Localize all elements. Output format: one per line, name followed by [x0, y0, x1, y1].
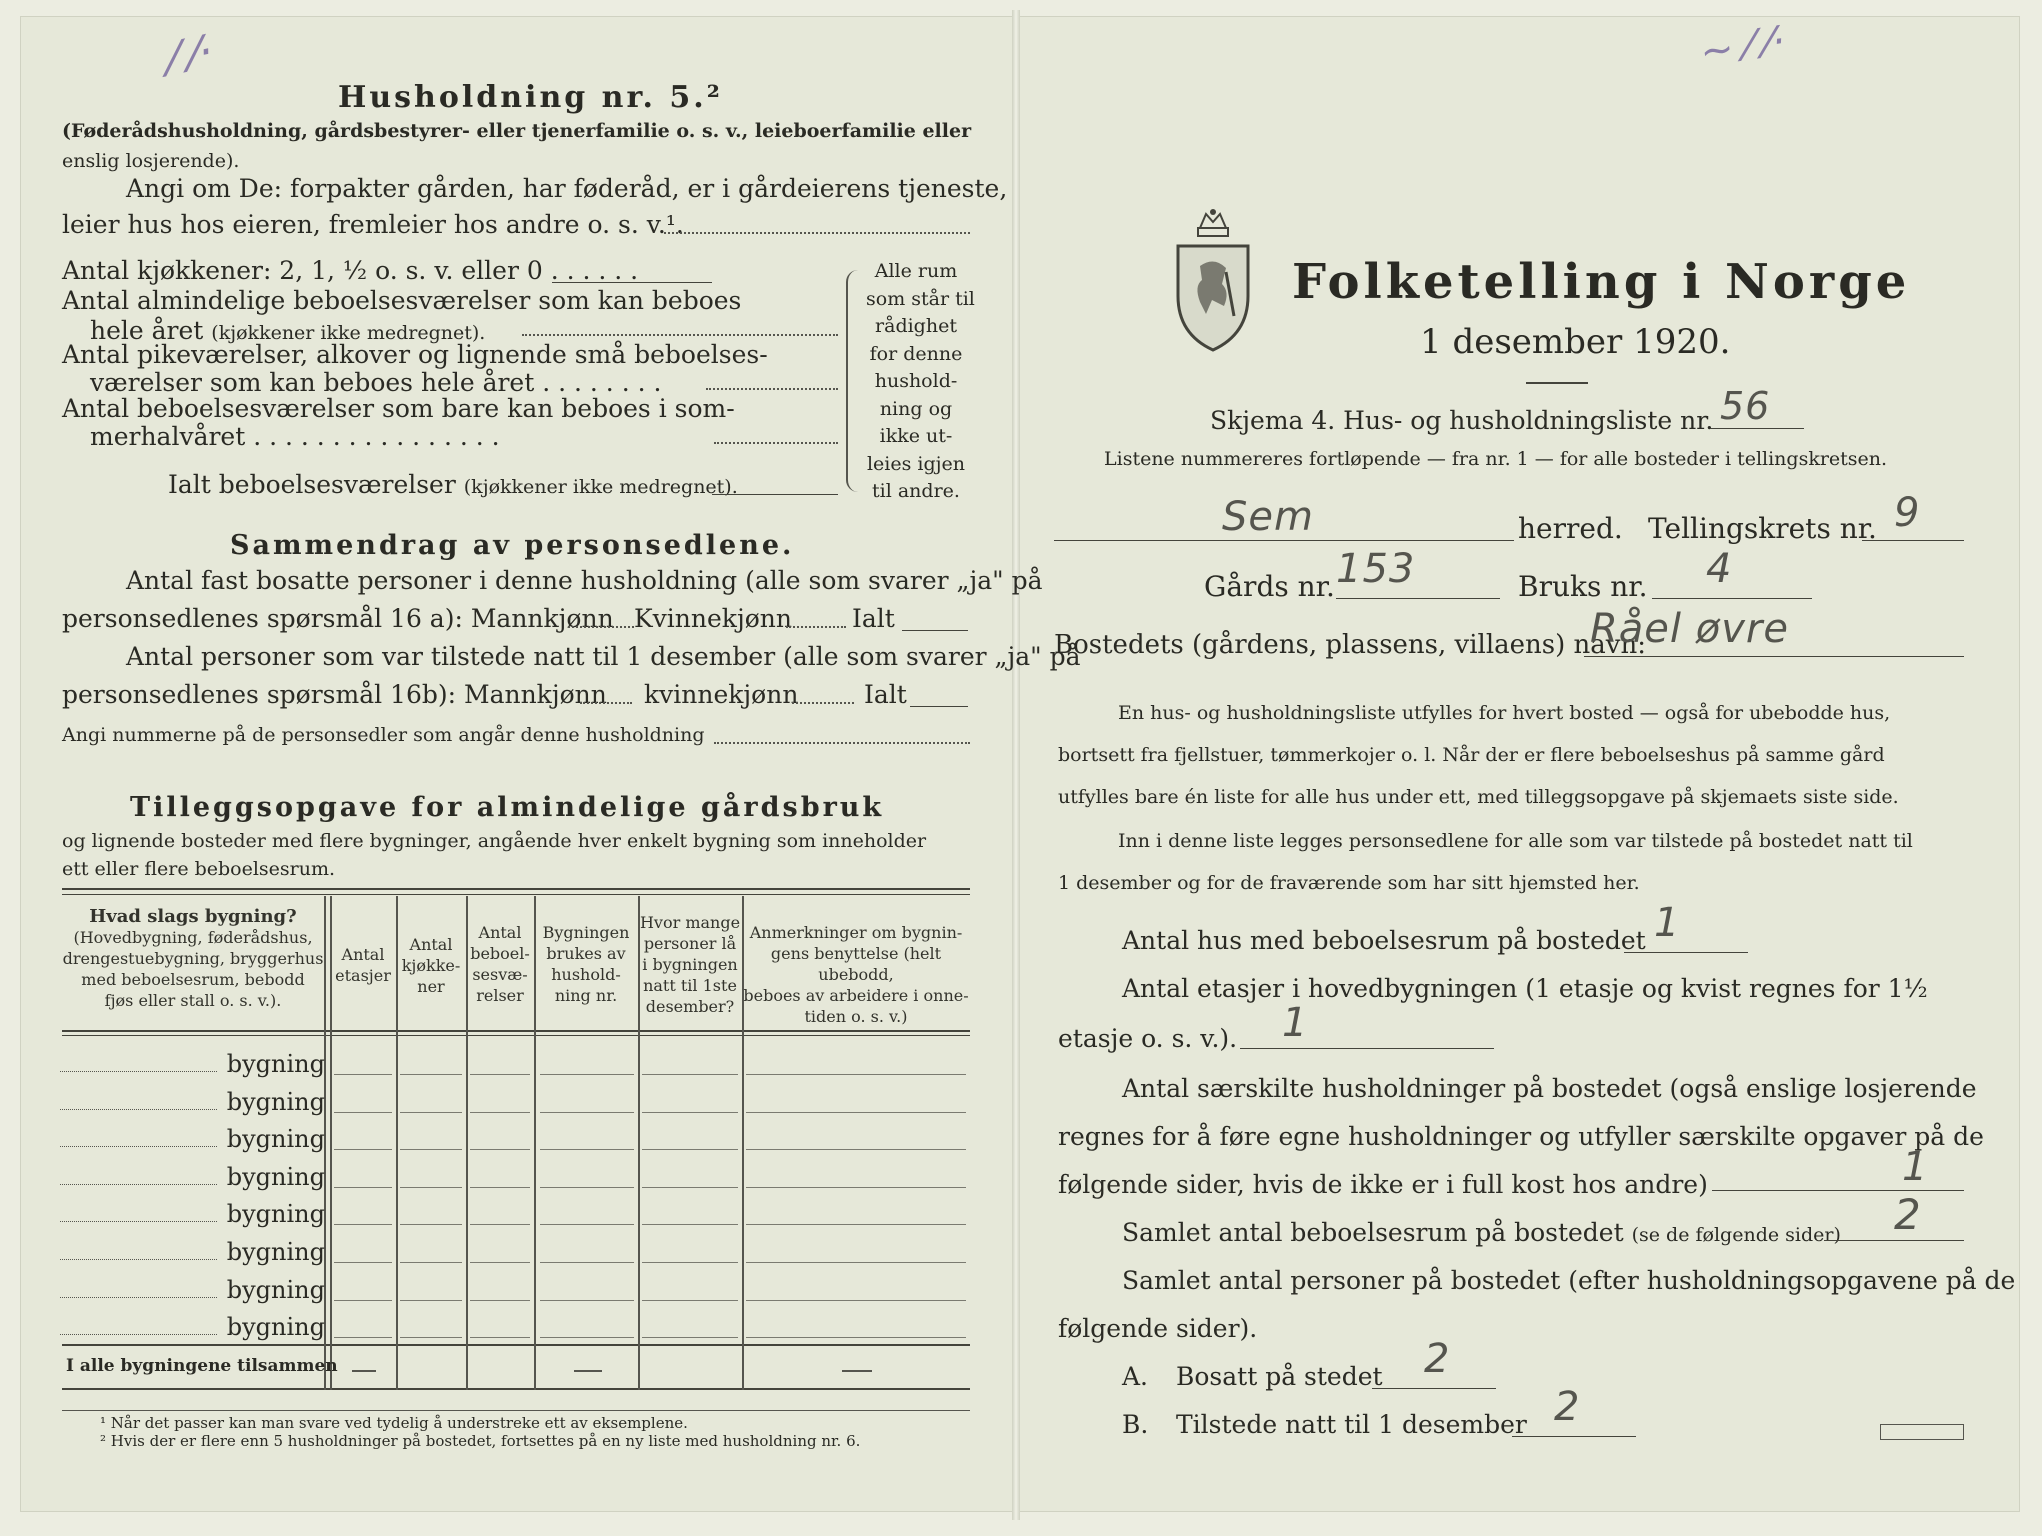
b-label: B. — [1122, 1410, 1149, 1439]
table-header-household-nr — [534, 922, 638, 1006]
numbering-note: Listene nummereres fortløpende — fra nr. 1 — for alle bosteder i tellingskretsen. — [1104, 448, 1888, 470]
bruks-value: 4 — [1706, 546, 1733, 592]
schema-nr-value: 56 — [1720, 384, 1771, 428]
building-row-leader — [60, 1259, 217, 1260]
table-header-rooms — [466, 922, 534, 1006]
herred-label: herred. — [1518, 512, 1623, 545]
building-row-leader — [60, 1184, 217, 1185]
building-row-leader — [60, 1334, 217, 1335]
building-row-label: bygning — [226, 1238, 325, 1266]
header-text: relser — [476, 986, 524, 1005]
angi-answer-line — [664, 232, 970, 234]
q-hus-line — [1624, 952, 1748, 953]
building-row-cell — [470, 1224, 530, 1225]
building-row-cell — [470, 1074, 530, 1075]
table-header-building-type — [62, 906, 324, 1011]
building-row-label: bygning — [226, 1162, 325, 1191]
resident-male-answer — [568, 626, 634, 628]
building-row-cell — [746, 1187, 966, 1188]
q-etasjer-line-1: Antal etasjer i hovedbygningen (1 etasje og kvist regnes for 1½ — [1122, 974, 1928, 1003]
b-value: 2 — [1554, 1384, 1581, 1430]
summary-numbers-answer — [714, 742, 970, 744]
supplement-line-2: ett eller flere beboelsesrum. — [62, 858, 336, 880]
q-pers-line-2: følgende sider). — [1058, 1314, 1258, 1343]
schema-label: Skjema 4. Hus- og husholdningsliste nr. — [1210, 406, 1714, 435]
a-value: 2 — [1424, 1336, 1451, 1382]
header-text: Antal — [341, 945, 385, 964]
rooms-regular-label: Antal almindelige beboelsesværelser som kan beboes — [62, 286, 742, 315]
building-row-leader — [60, 1221, 217, 1222]
building-row-cell — [470, 1149, 530, 1150]
building-row — [60, 1307, 325, 1343]
q-hush-value: 1 — [1902, 1144, 1929, 1190]
bosted-line — [1584, 656, 1964, 657]
footnote-2: ² Hvis der er flere enn 5 husholdninger på bostedet, fortsettes på en ny liste med husholdning nr. 6. — [100, 1432, 861, 1450]
q-etasjer-line — [1240, 1048, 1494, 1049]
header-text: sesvæ- — [472, 965, 528, 984]
kitchen-answer-line — [552, 282, 712, 283]
tellingskrets-line — [1862, 540, 1964, 541]
title-separator — [1526, 382, 1588, 384]
building-row-cell — [334, 1224, 392, 1225]
header-text: tiden o. s. v.) — [804, 1007, 908, 1026]
building-row-cell — [746, 1300, 966, 1301]
summary-present-line-1: Antal personer som var tilstede natt til 1 desember (alle som svarer „ja" på — [126, 642, 1081, 671]
building-row-cell — [540, 1224, 634, 1225]
household-intro-2: enslig losjerende). — [62, 150, 240, 172]
q-rum-label — [1122, 1218, 1841, 1247]
header-text: Hvad slags bygning? — [89, 906, 297, 927]
b-text: Tilstede natt til 1 desember — [1176, 1410, 1527, 1439]
rooms-small-answer — [706, 388, 838, 390]
instruction-line-2: bortsett fra fjellstuer, tømmerkojer o. l. Når der er flere beboelseshus på samme gård — [1058, 744, 1885, 766]
q-hush-line — [1712, 1190, 1964, 1191]
building-row-cell — [642, 1300, 738, 1301]
footnote-rule — [62, 1410, 970, 1411]
bruks-label: Bruks nr. — [1518, 570, 1648, 603]
present-total-label: Ialt — [864, 680, 907, 709]
instruction-line-1: En hus- og husholdningsliste utfylles for hvert bosted — også for ubebodde hus, — [1118, 702, 1891, 724]
q-rum-line — [1824, 1240, 1964, 1241]
header-text: personer lå — [643, 934, 737, 953]
building-row-label: bygning — [226, 1200, 325, 1229]
rooms-total-label — [168, 470, 738, 499]
q-hus-value: 1 — [1654, 900, 1681, 946]
building-row-cell — [540, 1300, 634, 1301]
q-hush-line-3: følgende sider, hvis de ikke er i full kost hos andre) — [1058, 1170, 1708, 1199]
resident-female-answer — [786, 626, 846, 628]
footnote-1: ¹ Når det passer kan man svare ved tydelig å understreke ett av eksemplene. — [100, 1414, 688, 1432]
header-text: gens benyttelse (helt ubebodd, — [770, 944, 942, 984]
side-note-line: ning og — [879, 397, 953, 420]
building-row-cell — [400, 1262, 462, 1263]
building-row-cell — [540, 1074, 634, 1075]
side-note-line: for denne — [869, 342, 963, 365]
table-top-rule — [62, 888, 970, 890]
building-row-cell — [642, 1337, 738, 1338]
present-female-label: kvinnekjønn — [644, 680, 799, 709]
header-text: beboel- — [470, 944, 530, 963]
gards-value: 153 — [1336, 546, 1416, 592]
building-row — [60, 1194, 325, 1230]
tellingskrets-label: Tellingskrets nr. — [1648, 512, 1877, 545]
q-etasjer-line-2: etasje o. s. v.). — [1058, 1024, 1238, 1053]
rooms-summer-label: Antal beboelsesværelser som bare kan beboes i som- — [62, 394, 735, 423]
rooms-summer-answer — [714, 442, 838, 444]
household-intro: (Føderådshusholdning, gårdsbestyrer- eller tjenerfamilie o. s. v., leieboerfamilie eller — [62, 120, 972, 142]
bruks-line — [1652, 598, 1812, 599]
building-row-cell — [540, 1149, 634, 1150]
table-bottom-rule — [62, 1388, 970, 1390]
header-text: i bygningen — [642, 955, 738, 974]
gards-line — [1336, 598, 1500, 599]
rooms-small-label-2: værelser som kan beboes hele året . . . . . . . . — [90, 368, 662, 397]
header-text: desember? — [645, 997, 735, 1016]
building-row-cell — [334, 1112, 392, 1113]
rooms-total-answer — [712, 494, 838, 495]
total-remarks-dash — [842, 1370, 872, 1372]
building-row-cell — [470, 1300, 530, 1301]
side-note — [866, 258, 975, 506]
building-row-cell — [540, 1112, 634, 1113]
building-row — [60, 1232, 325, 1268]
table-header-kitchens — [396, 934, 466, 997]
table-top-rule-2 — [62, 894, 970, 895]
building-row-label: bygning — [226, 1313, 325, 1342]
supplement-title: Tilleggsopgave for almindelige gårdsbruk — [130, 792, 885, 823]
building-row-cell — [746, 1149, 966, 1150]
side-note-line: leies igjen — [866, 452, 966, 475]
resident-total-label: Ialt — [852, 604, 895, 633]
side-note-line: ikke ut- — [879, 425, 953, 447]
q-hush-line-2: regnes for å føre egne husholdninger og utfyller særskilte opgaver på de — [1058, 1122, 1984, 1151]
building-row-label: bygning — [226, 1087, 325, 1116]
building-row-label: bygning — [226, 1275, 325, 1304]
present-male-answer — [580, 702, 632, 704]
pencil-mark: ~ ⁄ ⁄· — [1697, 18, 1788, 76]
header-text: kjøkke- — [401, 956, 461, 975]
present-total-answer — [910, 706, 968, 707]
summary-resident-line-2: personsedlenes spørsmål 16 a): Mannkjønn — [62, 604, 614, 633]
angi-line-2: leier hus hos eieren, fremleier hos andre o. s. v.¹. — [62, 210, 684, 239]
supplement-line-1: og lignende bosteder med flere bygninger, angående hver enkelt bygning som inneholder — [62, 830, 927, 852]
building-row-leader — [60, 1297, 217, 1298]
instruction-line-3: utfylles bare én liste for alle hus under ett, med tilleggsopgave på skjemaets siste side. — [1058, 786, 1899, 808]
bosted-label: Bostedets (gårdens, plassens, villaens) navn: — [1054, 630, 1646, 660]
schema-nr-line — [1710, 428, 1804, 429]
building-row-cell — [334, 1262, 392, 1263]
building-row-cell — [642, 1149, 738, 1150]
building-row-cell — [400, 1187, 462, 1188]
coat-of-arms-icon — [1170, 206, 1256, 354]
herred-value: Sem — [1222, 494, 1314, 540]
rooms-regular-small: (kjøkkener ikke medregnet). — [211, 322, 486, 344]
q-pers-line-1: Samlet antal personer på bostedet (efter husholdningsopgavene på de — [1122, 1266, 2016, 1295]
building-row-cell — [642, 1262, 738, 1263]
census-date: 1 desember 1920. — [1420, 322, 1731, 362]
building-row-cell — [746, 1224, 966, 1225]
building-row-cell — [642, 1224, 738, 1225]
header-text: Anmerkninger om bygnin- — [749, 923, 963, 942]
a-text: Bosatt på stedet — [1176, 1362, 1383, 1391]
present-female-answer — [792, 702, 854, 704]
rooms-regular-text: hele året — [90, 316, 204, 345]
building-row — [60, 1082, 325, 1118]
a-label: A. — [1122, 1362, 1149, 1391]
brace — [846, 270, 858, 492]
table-total-rule — [62, 1344, 970, 1346]
side-note-line: rådighet — [875, 315, 957, 337]
census-title: Folketelling i Norge — [1292, 254, 1911, 310]
summary-present-line-2: personsedlenes spørsmål 16b): Mannkjønn — [62, 680, 607, 709]
building-row-label: bygning — [226, 1125, 325, 1154]
building-row-cell — [400, 1149, 462, 1150]
table-header-rule-2 — [62, 1035, 970, 1036]
header-text: beboes av arbeidere i onne- — [743, 986, 969, 1005]
building-row-cell — [400, 1112, 462, 1113]
side-note-line: hushold- — [874, 370, 958, 392]
rooms-summer-label-2: merhalvåret . . . . . . . . . . . . . . . . — [90, 422, 500, 451]
table-header-floors — [330, 944, 396, 986]
header-text: Bygningen — [542, 923, 630, 942]
building-row-cell — [400, 1074, 462, 1075]
q-rum-small: (se de følgende sider) — [1631, 1224, 1841, 1246]
pencil-mark: ⁄ ⁄· — [165, 26, 218, 85]
building-row-label: bygning — [226, 1050, 325, 1078]
summary-numbers-label: Angi nummerne på de personsedler som angår denne husholdning — [62, 724, 705, 746]
header-text: Hvor mange — [639, 913, 741, 932]
header-text: drengestuebygning, bryggerhus — [62, 949, 324, 968]
header-text: ner — [417, 977, 445, 996]
header-text: med beboelsesrum, bebodd — [81, 970, 305, 989]
building-row-cell — [470, 1262, 530, 1263]
header-text: brukes av — [546, 944, 626, 963]
header-text: ning nr. — [554, 986, 618, 1005]
building-row-cell — [334, 1149, 392, 1150]
building-row-cell — [642, 1074, 738, 1075]
resident-female-label: Kvinnekjønn — [634, 604, 792, 633]
building-row-cell — [334, 1074, 392, 1075]
printer-stamp — [1880, 1424, 1964, 1440]
header-text: Antal — [409, 935, 453, 954]
total-household-dash — [574, 1370, 602, 1372]
header-text: Antal — [478, 923, 522, 942]
building-row-cell — [642, 1187, 738, 1188]
q-hus-label: Antal hus med beboelsesrum på bostedet — [1122, 926, 1646, 955]
instruction-line-5: 1 desember og for de fraværende som har sitt hjemsted her. — [1058, 872, 1640, 894]
rooms-small-label: Antal pikeværelser, alkover og lignende små beboelses- — [62, 340, 768, 369]
rooms-total-small: (kjøkkener ikke medregnet). — [463, 476, 738, 498]
household-title: Husholdning nr. 5.² — [338, 80, 723, 115]
herred-line — [1054, 540, 1514, 541]
angi-line-1: Angi om De: forpakter gården, har føderåd, er i gårdeierens tjeneste, — [126, 174, 1008, 203]
table-header-rule — [62, 1030, 970, 1032]
building-row-cell — [400, 1337, 462, 1338]
q-rum-value: 2 — [1894, 1190, 1922, 1239]
tellingskrets-value: 9 — [1894, 490, 1921, 536]
header-text: (Hovedbygning, føderådshus, — [73, 928, 313, 947]
side-note-line: til andre. — [872, 480, 960, 502]
building-row-cell — [746, 1112, 966, 1113]
building-row-cell — [746, 1262, 966, 1263]
building-row-leader — [60, 1109, 217, 1110]
building-row-cell — [334, 1337, 392, 1338]
summary-title: Sammendrag av personsedlene. — [230, 530, 795, 561]
header-text: fjøs eller stall o. s. v.). — [104, 991, 282, 1010]
rooms-total-text: Ialt beboelsesværelser — [168, 470, 456, 499]
a-line — [1372, 1388, 1496, 1389]
side-note-line: Alle rum — [874, 260, 958, 282]
instruction-line-4: Inn i denne liste legges personsedlene for alle som var tilstede på bostedet natt til — [1118, 830, 1913, 852]
table-header-persons — [638, 912, 742, 1017]
building-row-leader — [60, 1071, 217, 1072]
q-rum-text: Samlet antal beboelsesrum på bostedet — [1122, 1218, 1624, 1247]
q-etasjer-value: 1 — [1282, 1000, 1309, 1046]
total-floors-dash — [352, 1370, 376, 1372]
rooms-regular-answer — [522, 334, 838, 336]
bosted-value: Råel øvre — [1590, 606, 1789, 652]
header-text: etasjer — [335, 966, 391, 985]
building-row-cell — [642, 1112, 738, 1113]
building-row-cell — [400, 1224, 462, 1225]
building-row-cell — [400, 1300, 462, 1301]
gards-label: Gårds nr. — [1204, 570, 1335, 603]
table-header-remarks — [742, 922, 970, 1027]
table-total-label: I alle bygningene tilsammen — [66, 1356, 338, 1376]
side-note-line: som står til — [866, 287, 975, 310]
building-row — [60, 1157, 325, 1193]
building-row-cell — [334, 1300, 392, 1301]
building-row-cell — [470, 1187, 530, 1188]
summary-resident-line-1: Antal fast bosatte personer i denne husholdning (alle som svarer „ja" på — [126, 566, 1043, 595]
building-row-cell — [540, 1187, 634, 1188]
building-row-cell — [746, 1074, 966, 1075]
building-row-cell — [540, 1262, 634, 1263]
kitchen-count-label: Antal kjøkkener: 2, 1, ½ o. s. v. eller 0 . . . . . . — [62, 256, 639, 285]
building-row — [60, 1044, 325, 1080]
building-row-cell — [334, 1187, 392, 1188]
building-row-cell — [746, 1337, 966, 1338]
building-row-leader — [60, 1146, 217, 1147]
building-row — [60, 1119, 325, 1155]
building-row-cell — [470, 1112, 530, 1113]
page-fold — [1012, 10, 1020, 1520]
q-hush-line-1: Antal særskilte husholdninger på bostedet (også enslige losjerende — [1122, 1074, 1977, 1103]
header-text: natt til 1ste — [643, 976, 737, 995]
header-text: hushold- — [551, 965, 621, 984]
building-row-cell — [540, 1337, 634, 1338]
building-row-cell — [470, 1337, 530, 1338]
building-row — [60, 1270, 325, 1306]
resident-total-answer — [902, 630, 968, 631]
b-line — [1512, 1436, 1636, 1437]
